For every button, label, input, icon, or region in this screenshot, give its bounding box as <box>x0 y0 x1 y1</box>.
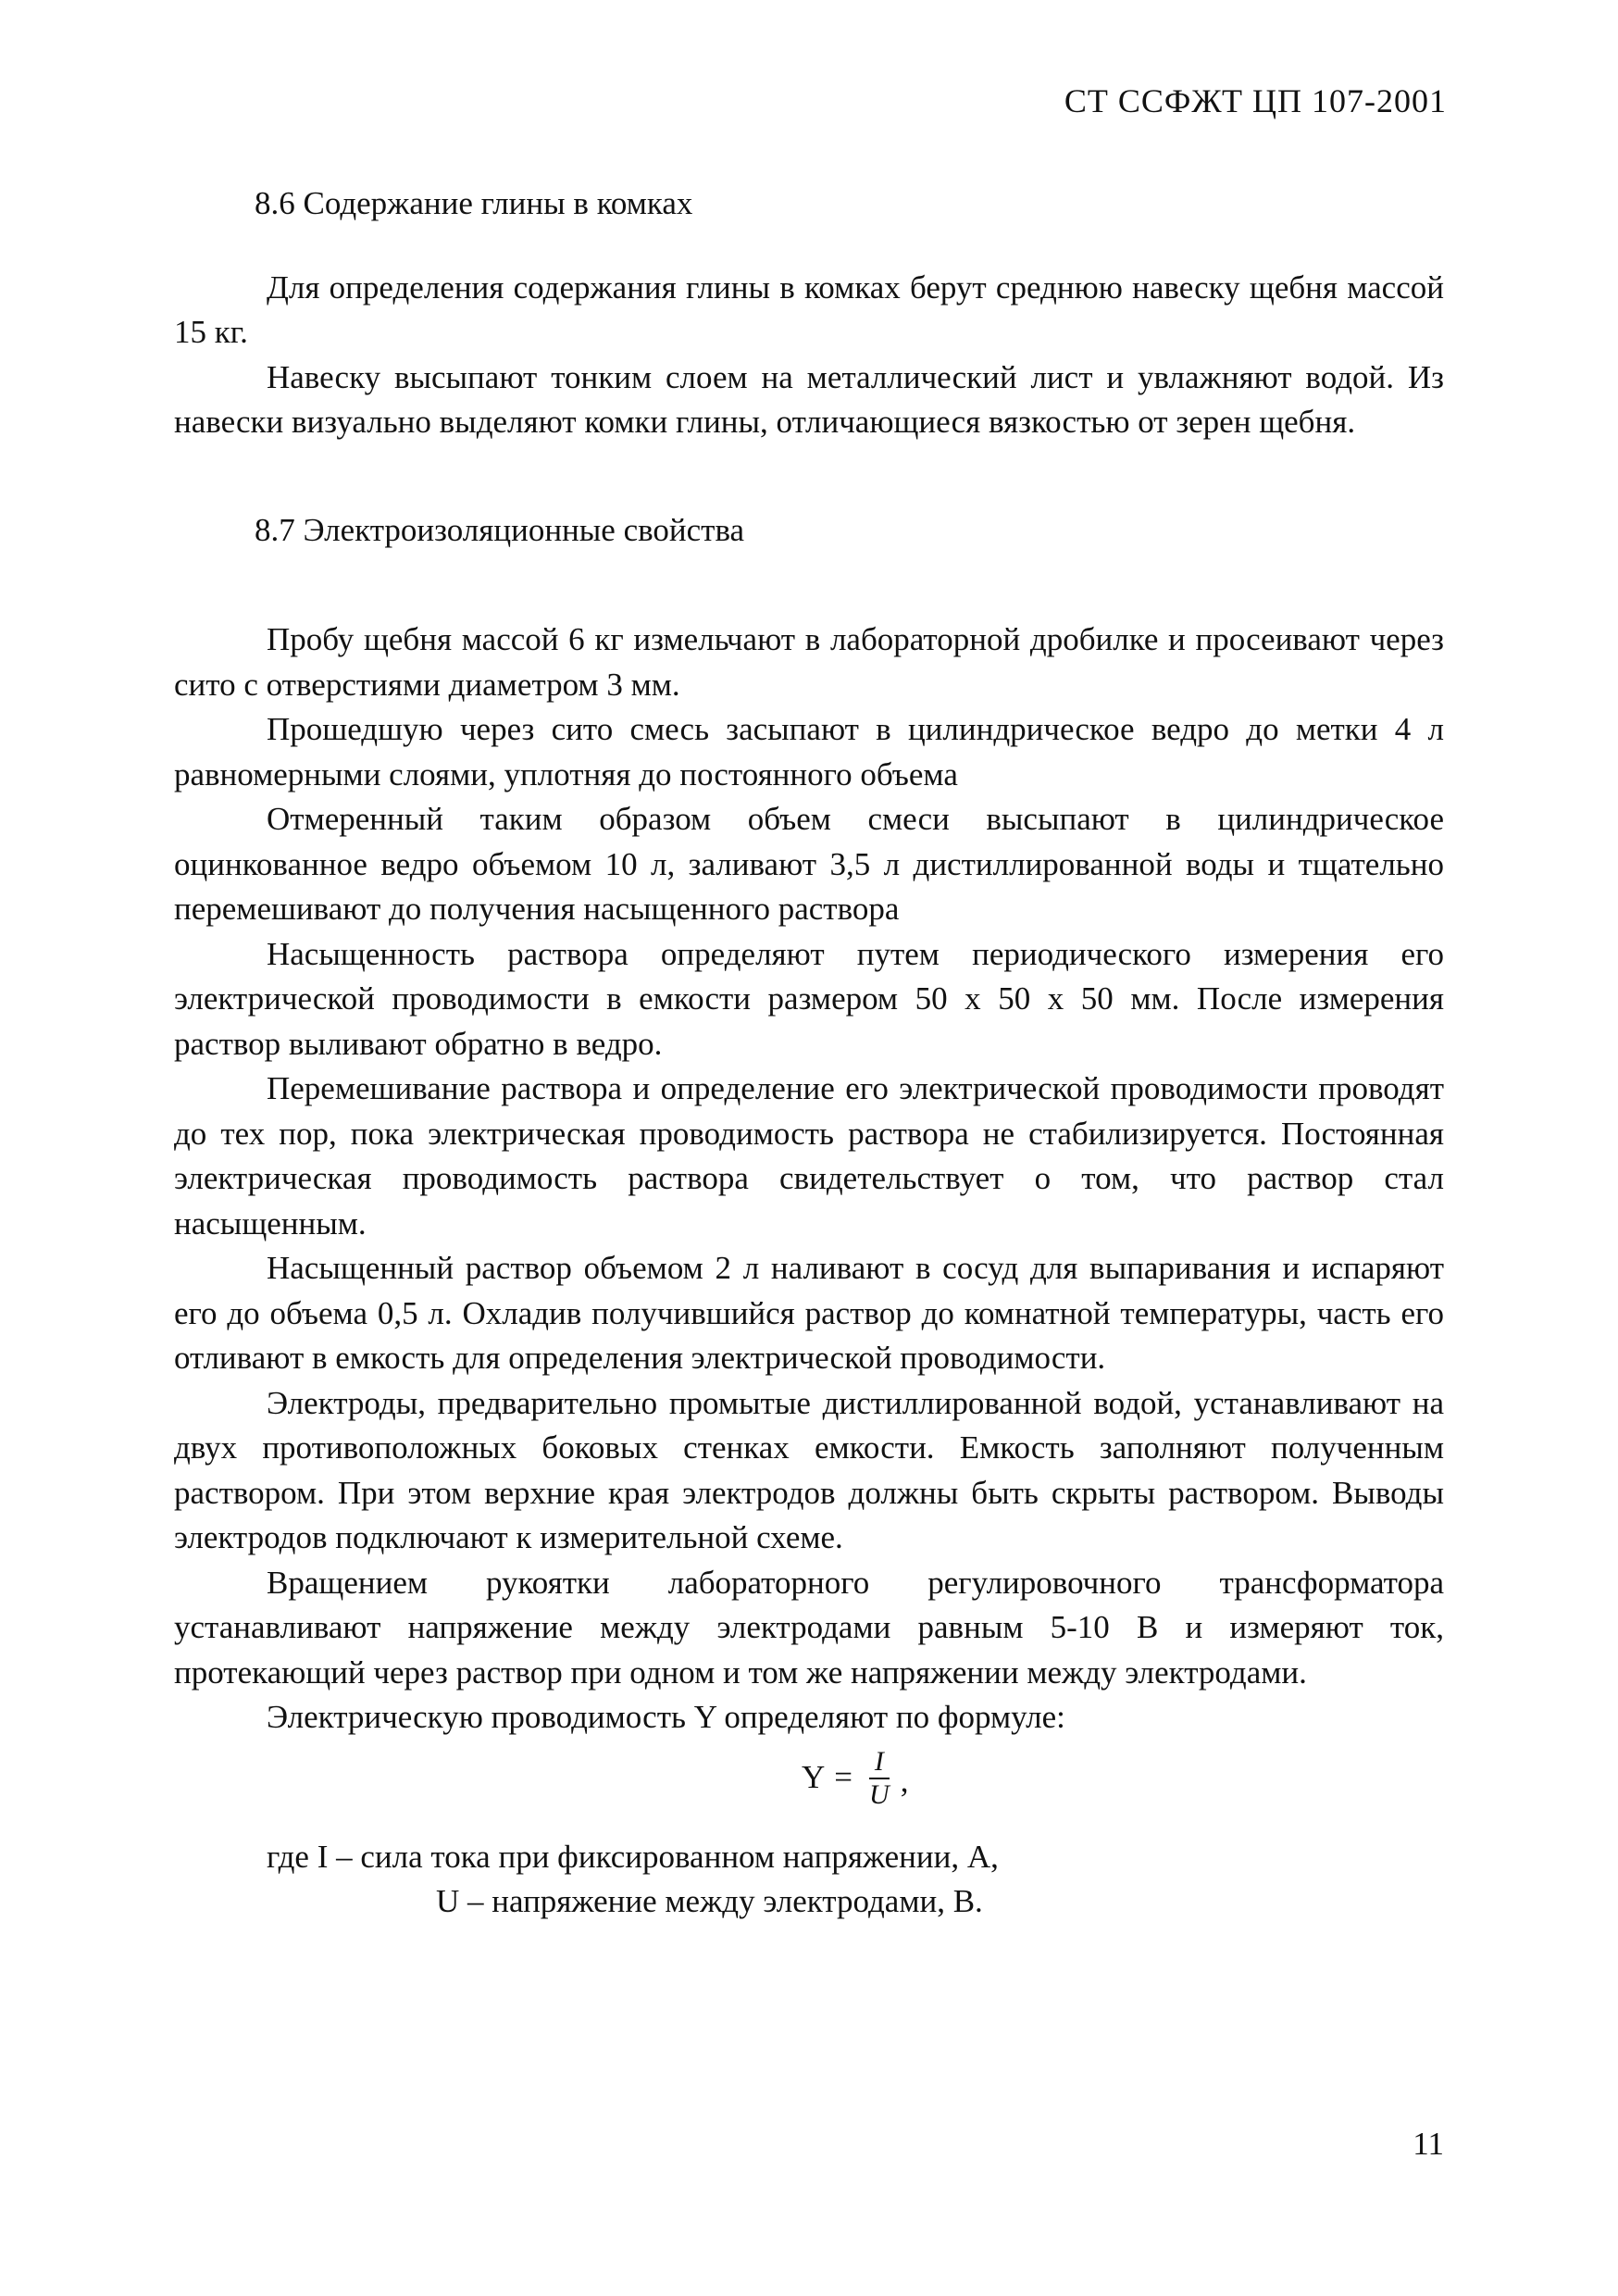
page-number: 11 <box>1413 2126 1444 2162</box>
paragraph: Навеску высыпают тонким слоем на металлический лист и увлажняют водой. Из навески визуально выделяют комки глины, отличающиеся вязкостью от зерен щебня. <box>174 358 1444 440</box>
formula-trailing-comma: , <box>900 1763 909 1800</box>
section-heading-8-7: 8.7 Электроизоляционные свойства <box>255 511 745 548</box>
formula-numerator: I <box>869 1746 890 1779</box>
paragraph: Электрическую проводимость Y определяют по формуле: <box>267 1699 1065 1735</box>
paragraph: Электроды, предварительно промытые дистиллированной водой, устанавливают на двух противоположных боковых стенках емкости. Емкость заполняют полученным раствором. При этом верхние края электродов должны быть скрыты раствором. Выводы электродов подключают к измерительной схеме. <box>174 1384 1444 1555</box>
formula-block <box>174 1741 1444 1835</box>
paragraph: Перемешивание раствора и определение его электрической проводимости проводят до тех пор, пока электрическая проводимость раствора не стабилизируется. Постоянная электрическая проводимость раствора свидетельствует о том, что раствор стал насыщенным. <box>174 1070 1444 1242</box>
paragraph: Насыщенный раствор объемом 2 л наливают в сосуд для выпаривания и испаряют его до объема 0,5 л. Охладив получившийся раствор до комнатной температуры, часть его отливают в емкость для определения электрической проводимости. <box>174 1250 1444 1376</box>
section-heading-8-6: 8.6 Содержание глины в комках <box>255 185 693 221</box>
formula-equals: = <box>834 1759 853 1796</box>
formula-legend-line: U – напряжение между электродами, В. <box>436 1883 983 1919</box>
document-code-header: СТ ССФЖТ ЦП 107-2001 <box>1064 82 1447 119</box>
paragraph: Пробу щебня массой 6 кг измельчают в лабораторной дробилке и просеивают через сито с отверстиями диаметром 3 мм. <box>174 621 1444 703</box>
paragraph: Вращением рукоятки лабораторного регулировочного трансформатора устанавливают напряжение между электродами равным 5-10 В и измеряют ток, протекающий через раствор при одном и том же напряжении между электродами. <box>174 1564 1444 1691</box>
formula-fraction <box>864 1746 895 1811</box>
conductivity-formula <box>802 1746 908 1811</box>
spacer <box>174 553 1444 618</box>
paragraph: Для определения содержания глины в комках берут среднюю навеску щебня массой 15 кг. <box>174 268 1444 350</box>
formula-lhs: Y <box>802 1759 826 1796</box>
spacer <box>174 445 1444 508</box>
document-body <box>174 181 1444 1925</box>
formula-denominator: U <box>869 1778 890 1810</box>
spacer <box>174 227 1444 266</box>
formula-legend-line: где I – сила тока при фиксированном напряжении, А, <box>267 1838 999 1875</box>
paragraph: Прошедшую через сито смесь засыпают в цилиндрическое ведро до метки 4 л равномерными слоями, уплотняя до постоянного объема <box>174 711 1444 792</box>
paragraph: Насыщенность раствора определяют путем периодического измерения его электрической проводимости в емкости размером 50 х 50 х 50 мм. После измерения раствор выливают обратно в ведро. <box>174 935 1444 1062</box>
paragraph: Отмеренный таким образом объем смеси высыпают в цилиндрическое оцинкованное ведро объемом 10 л, заливают 3,5 л дистиллированной воды и тщательно перемешивают до получения насыщенного раствора <box>174 801 1444 927</box>
